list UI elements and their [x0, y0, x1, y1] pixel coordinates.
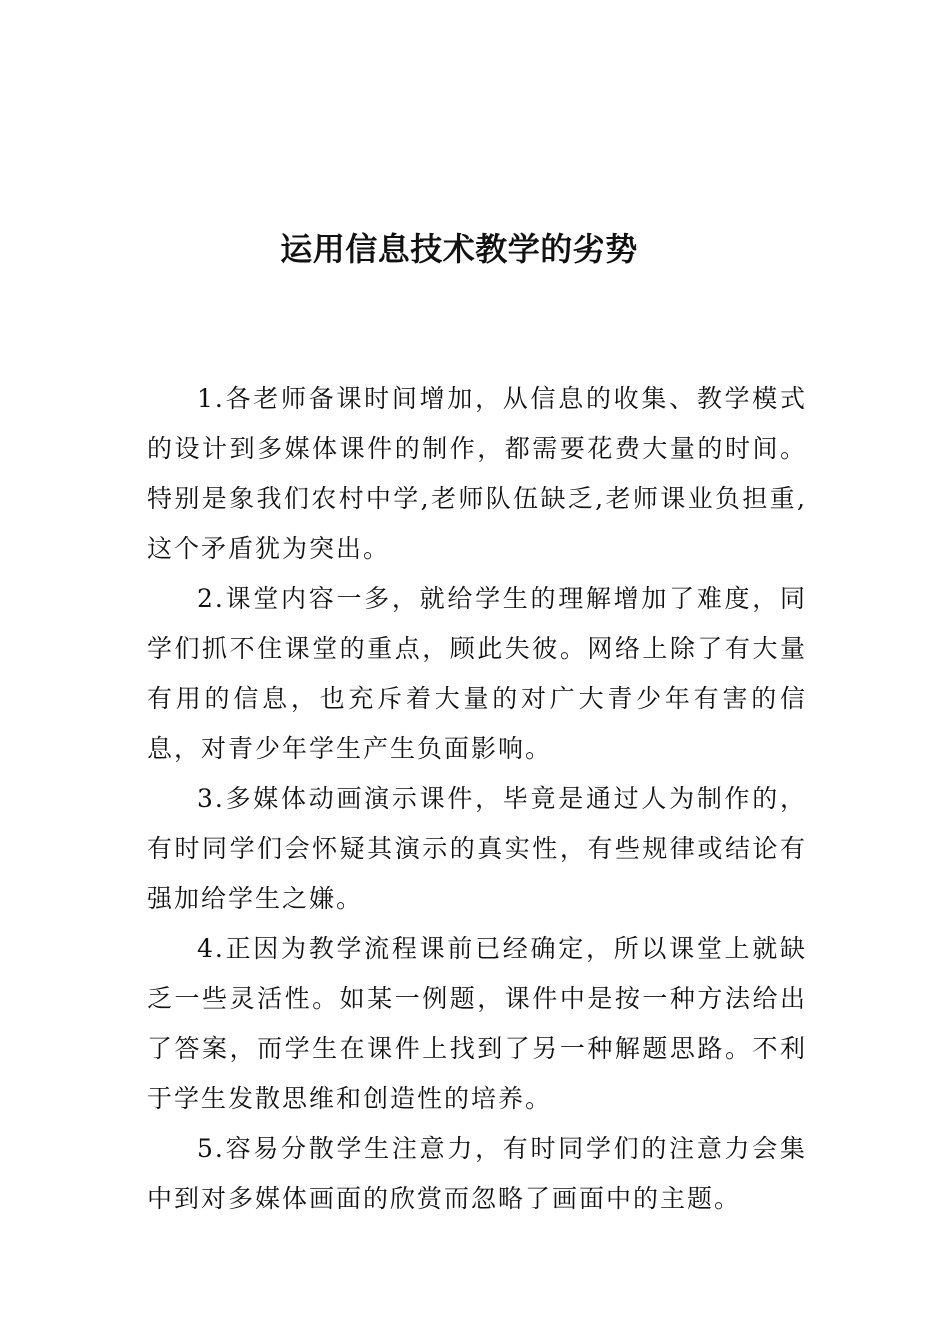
- paragraph-3: 3.多媒体动画演示课件，毕竟是通过人为制作的，有时同学们会怀疑其演示的真实性，有些规律或结论有强加给学生之嫌。: [147, 784, 807, 913]
- paragraph-5: 5.容易分散学生注意力，有时同学们的注意力会集中到对多媒体画面的欣赏而忽略了画面中的主题。: [147, 1134, 807, 1213]
- document-body: [147, 374, 807, 1224]
- document-title: 运用信息技术教学的劣势: [280, 230, 638, 268]
- paragraph-4: 4.正因为教学流程课前已经确定，所以课堂上就缺乏一些灵活性。如某一例题，课件中是按一种方法给出了答案，而学生在课件上找到了另一种解题思路。不利于学生发散思维和创造性的培养。: [147, 934, 807, 1113]
- paragraph-1: 1.各老师备课时间增加，从信息的收集、教学模式的设计到多媒体课件的制作，都需要花费大量的时间。特别是象我们农村中学,老师队伍缺乏,老师课业负担重,这个矛盾犹为突出。: [147, 384, 807, 563]
- paragraph-2: 2.课堂内容一多，就给学生的理解增加了难度，同学们抓不住课堂的重点，顾此失彼。网络上除了有大量有用的信息，也充斥着大量的对广大青少年有害的信息，对青少年学生产生负面影响。: [147, 584, 807, 763]
